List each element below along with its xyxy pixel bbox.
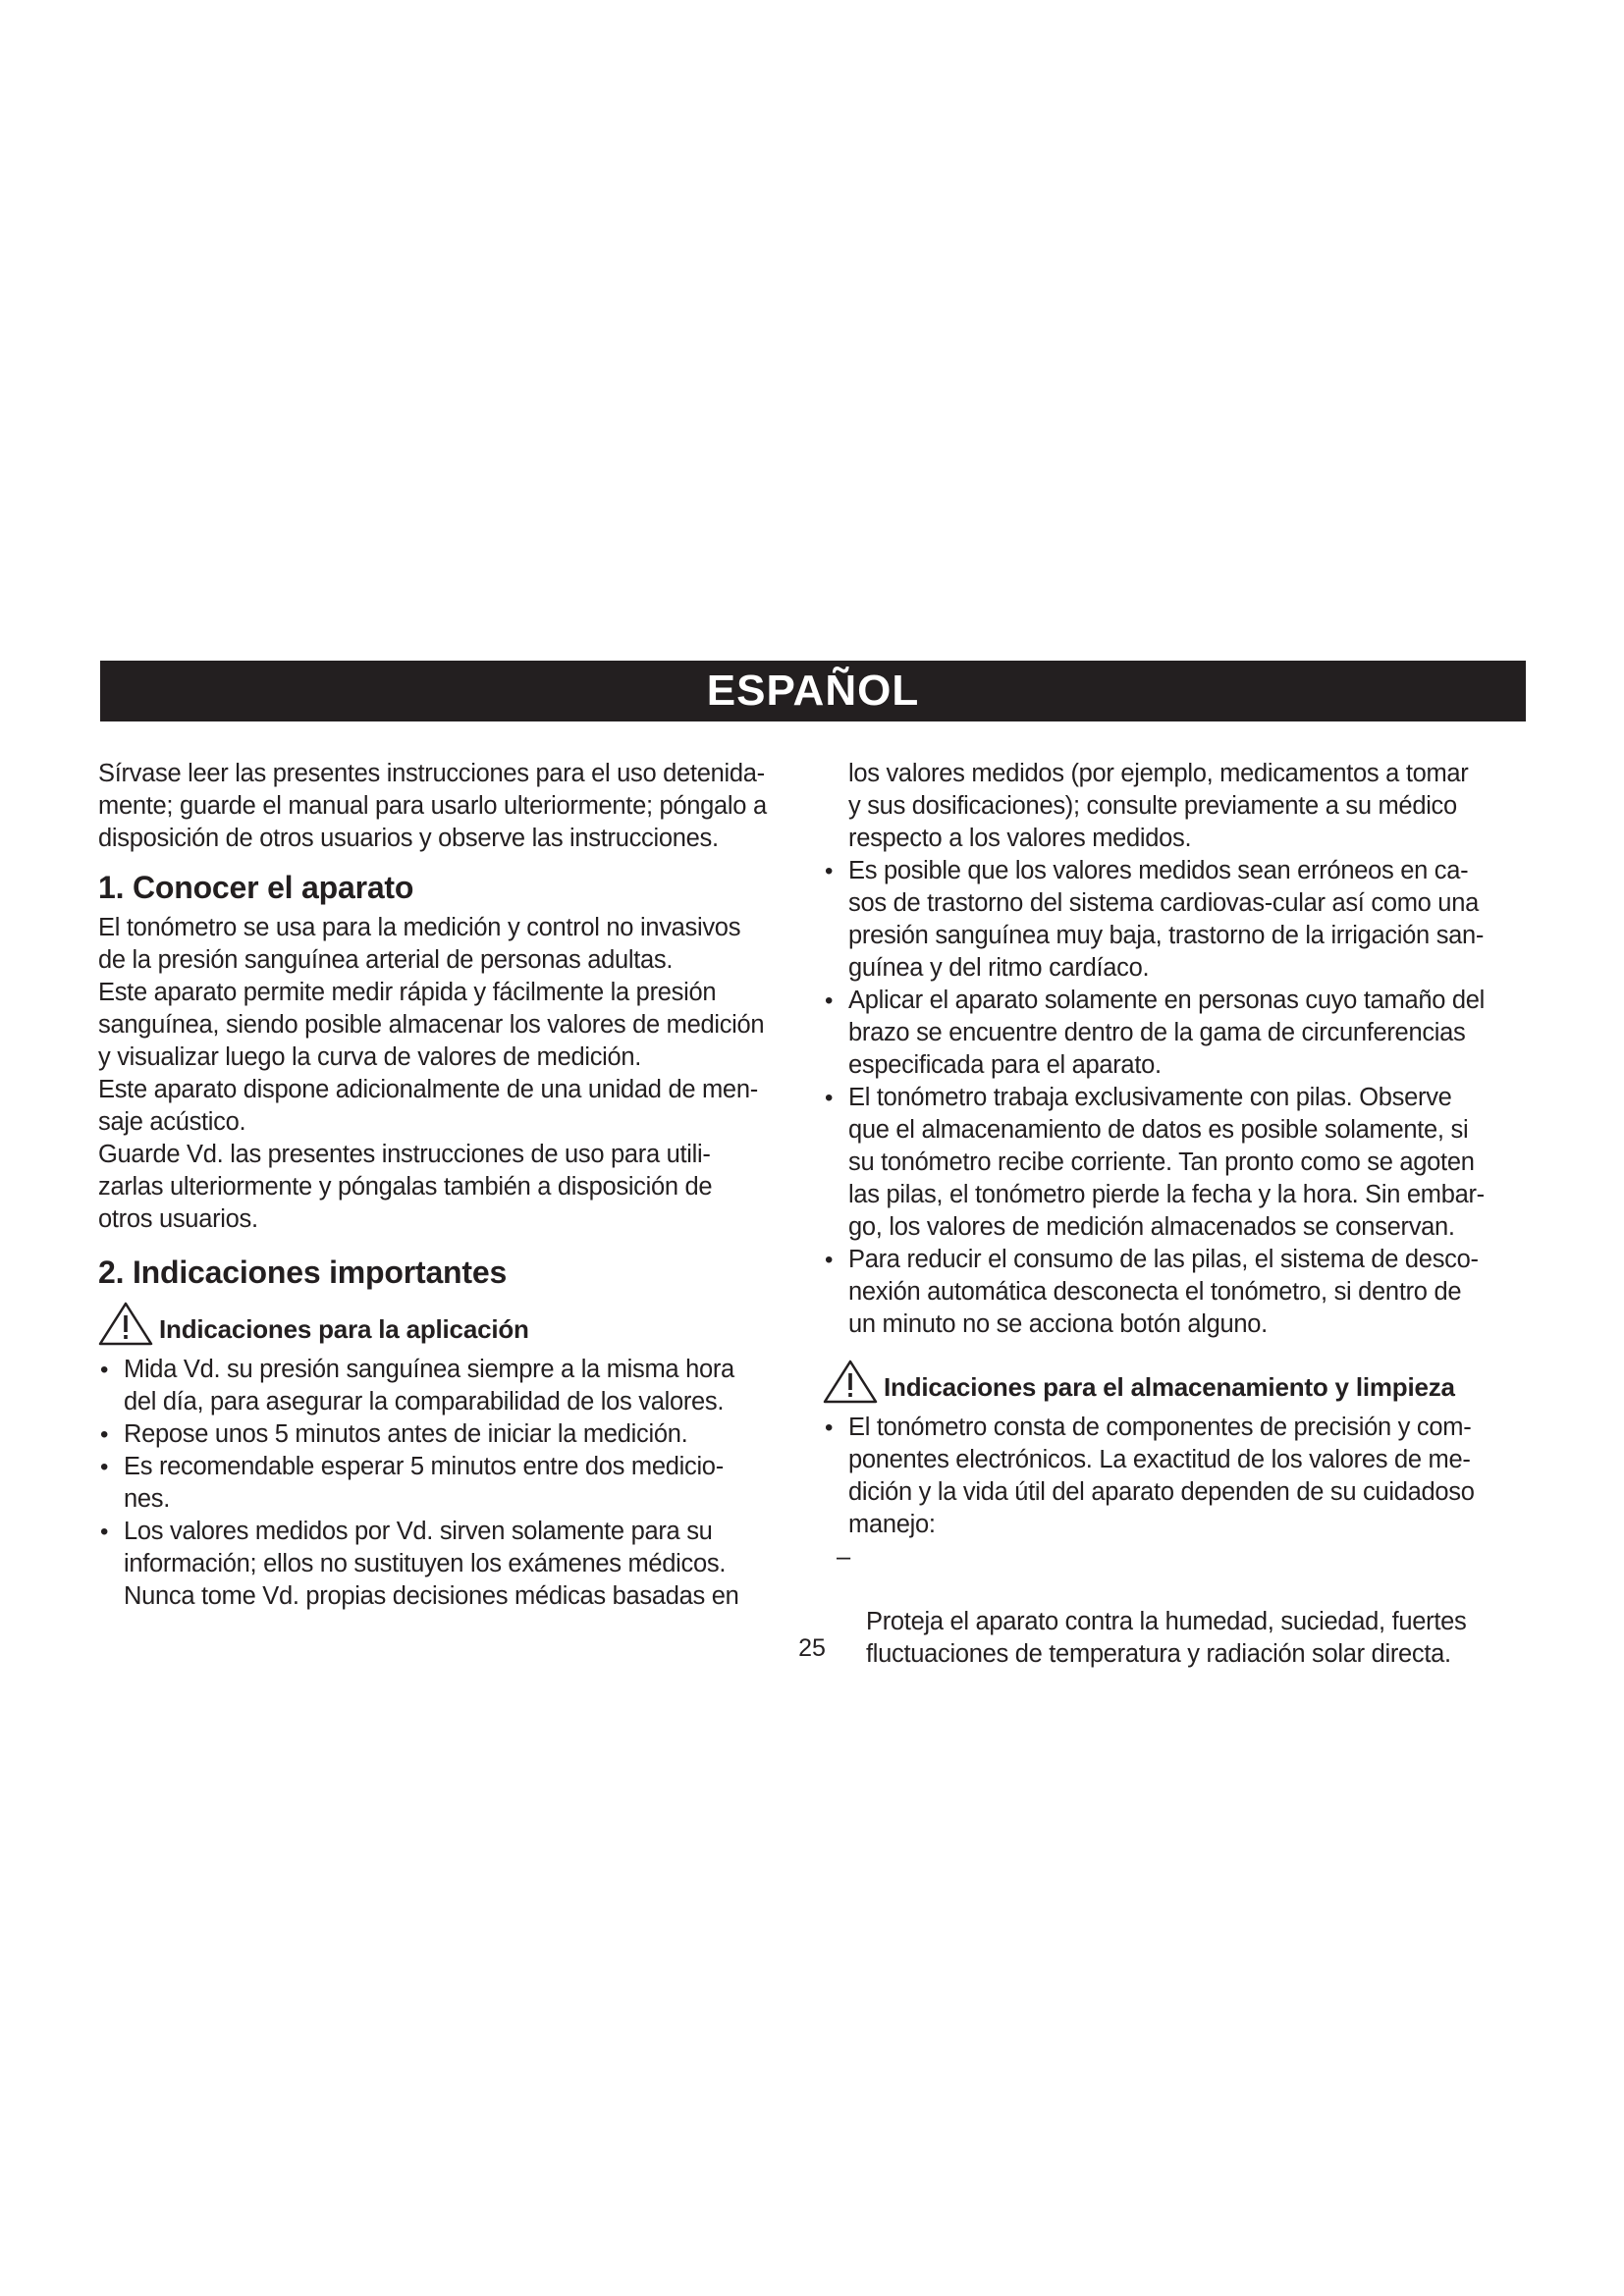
section-1-paragraph-3: Este aparato dispone adicionalmente de una unidad de men- saje acústico. xyxy=(98,1076,758,1136)
storage-notes-subheading xyxy=(823,1359,1532,1404)
left-column xyxy=(98,758,807,1613)
list-item: • Repose unos 5 minutos antes de iniciar la medición. xyxy=(98,1418,807,1451)
intro-paragraph: Sírvase leer las presentes instrucciones para el uso detenida- mente; guarde el manual para usarlo ulteriormente; póngalo a disposición de otros usuarios y observe las instrucciones. xyxy=(98,760,767,852)
list-item: • Aplicar el aparato solamente en personas cuyo tamaño del brazo se encuentre dentro de la gama de circunferencias especificada para el aparato. xyxy=(823,985,1532,1082)
page-number: 25 xyxy=(798,1634,826,1662)
application-notes-subheading xyxy=(98,1301,807,1346)
dash-item-text: Proteja el aparato contra la humedad, suciedad, fuertes fluctuaciones de temperatura y radiación solar directa. xyxy=(866,1608,1467,1668)
storage-notes-list xyxy=(823,1412,1532,1541)
warning-icon xyxy=(823,1359,878,1404)
language-banner xyxy=(100,661,1526,721)
list-item: • Para reducir el consumo de las pilas, el sistema de desco- nexión automática desconecta el tonómetro, si dentro de un minuto no se acciona botón alguno. xyxy=(823,1244,1532,1341)
section-2-heading: 2. Indicaciones importantes xyxy=(98,1255,508,1290)
list-item: • El tonómetro consta de componentes de precisión y com- ponentes electrónicos. La exactitud de los valores de me- dición y la vida útil del aparato dependen de su cuidadoso manejo: xyxy=(823,1412,1532,1541)
list-item: • Es recomendable esperar 5 minutos entre dos medicio- nes. xyxy=(98,1451,807,1516)
right-column xyxy=(823,758,1532,1671)
subheading-text: Indicaciones para el almacenamiento y limpieza xyxy=(884,1372,1455,1402)
banner-title: ESPAÑOL xyxy=(706,667,920,715)
application-notes-list xyxy=(98,1354,807,1613)
section-1-paragraph-1: El tonómetro se usa para la medición y control no invasivos de la presión sanguínea arterial de personas adultas. xyxy=(98,914,741,974)
list-item: • El tonómetro trabaja exclusivamente con pilas. Observe que el almacenamiento de datos es posible solamente, si su tonómetro recibe corriente. Tan pronto como se agoten las pilas, el tonómetro pierde la fecha y la hora. Sin embar- go, los valores de medición almacenados se conservan. xyxy=(823,1082,1532,1244)
section-1-paragraph-2: Este aparato permite medir rápida y fácilmente la presión sanguínea, siendo posible almacenar los valores de medición y visualizar luego la curva de valores de medición. xyxy=(98,979,765,1071)
list-item: • Es posible que los valores medidos sean erróneos en ca- sos de trastorno del sistema cardiovas-cular así como una presión sanguínea muy baja, trastorno de la irrigación san- guínea y del ritmo cardíaco. xyxy=(823,855,1532,985)
section-1-paragraph-4: Guarde Vd. las presentes instrucciones de uso para utili- zarlas ulteriormente y póngalas también a disposición de otros usuarios. xyxy=(98,1141,713,1233)
list-item: • Los valores medidos por Vd. sirven solamente para su información; ellos no sustituyen los exámenes médicos. Nunca tome Vd. propias decisiones médicas basadas en xyxy=(98,1516,807,1613)
continued-paragraph: los valores medidos (por ejemplo, medicamentos a tomar y sus dosificaciones); consulte previamente a su médico respecto a los valores medidos. xyxy=(848,760,1469,852)
section-1-heading: 1. Conocer el aparato xyxy=(98,870,414,905)
warning-icon xyxy=(98,1301,153,1346)
list-item: • Mida Vd. su presión sanguínea siempre a la misma hora del día, para asegurar la comparabilidad de los valores. xyxy=(98,1354,807,1418)
dash-marker: – xyxy=(837,1543,850,1571)
application-notes-list-continued xyxy=(823,855,1532,1341)
subheading-text: Indicaciones para la aplicación xyxy=(159,1314,529,1344)
